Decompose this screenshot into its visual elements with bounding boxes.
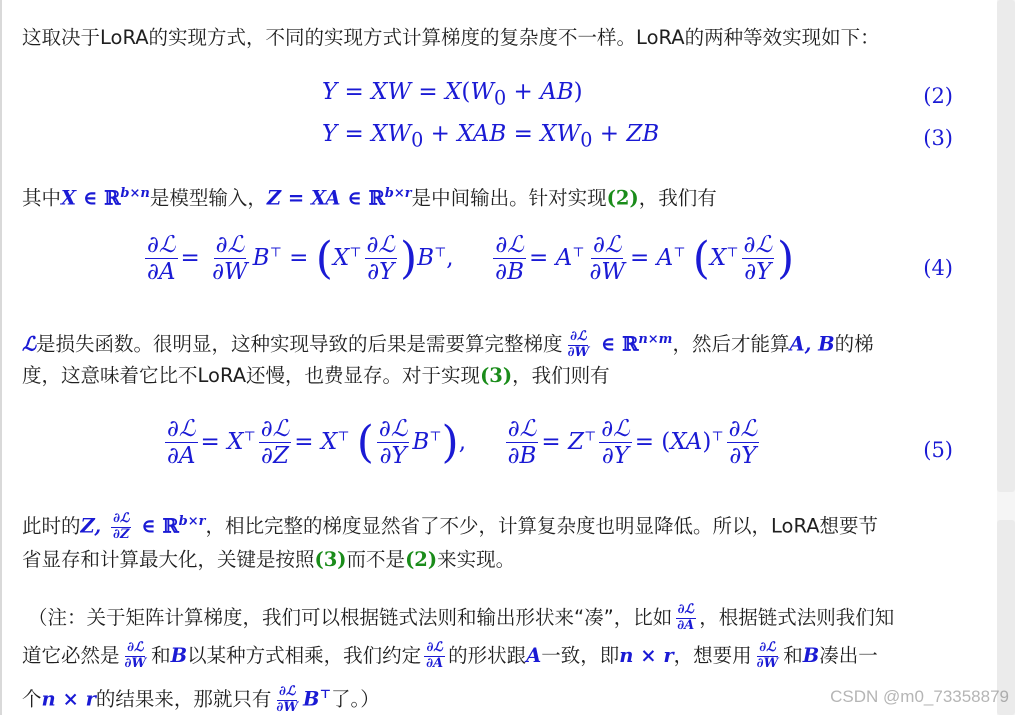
paragraph-3-line-1: ℒ是损失函数。很明显，这种实现导致的后果是需要算完整梯度 $\frac{\text{∂ℒ}}{\partial W}$ ∈ ℝ$^{n\times m}$，然后才能算A, B的梯 (22, 328, 874, 360)
p3-text-a: 是损失函数。很明显，这种实现导致的后果是需要算完整梯度 (36, 332, 563, 356)
eq-ref-2[interactable]: (2) (606, 186, 639, 210)
p4-text-a: 此时的 (22, 514, 81, 538)
p5-line2c: 以某种方式相乘，我们约定 (187, 644, 422, 667)
equation-5-number: (5) (923, 438, 953, 462)
p5-line2g: 和 (783, 644, 803, 667)
eq-ref-2b[interactable]: (2) (405, 548, 438, 571)
note-line-1: （注：关于矩阵计算梯度，我们可以根据链式法则和输出形状来“凑”，比如 $\frac{\text{∂ℒ}}{\partial A}$ ，根据链式法则我们知 (28, 602, 895, 633)
note-line-3: 个n × r的结果来，那就只有 $\frac{\text{∂ℒ}}{\partial W}$ B⊤了。） (22, 683, 380, 715)
equation-2: Y = XW = $X(W_0 + AB)$ (322, 79, 583, 110)
left-border (0, 0, 2, 715)
equation-5: $\frac{\text{∂ℒ}}{\partial A}$ = X⊤ $\frac{\text{∂ℒ}}{\partial Z}$ = X⊤ ( $\frac{\text{∂ℒ}}{\partial Y}$ B⊤), $\frac{\text{∂ℒ}}{\partial B}$ = Z⊤ $\frac{\text{∂ℒ}}{\partial Y}$ = (XA)⊤ $\frac{\text{∂ℒ}}{\partial Y}$ (167, 416, 758, 470)
scrollbar-thumb[interactable] (997, 0, 1015, 492)
p5-line2h: 凑出一 (819, 644, 878, 667)
p5-line2b: 和 (151, 644, 171, 667)
eq-ref-3[interactable]: (3) (480, 364, 513, 387)
p5-line2e: 一致，即 (541, 644, 620, 667)
equation-3-number: (3) (923, 126, 953, 150)
p2-text-d: ，我们有 (638, 186, 717, 210)
p4-line2b: 而不是 (346, 548, 406, 571)
p2-text-c: 是中间输出。针对实现 (411, 186, 607, 210)
eq-ref-3b[interactable]: (3) (314, 548, 347, 571)
side-panel (997, 520, 1015, 715)
equation-2-number: (2) (923, 84, 953, 108)
p5-line3b: 的结果来，那就只有 (95, 687, 272, 711)
p5-line2d: 的形状跟 (448, 644, 527, 667)
p3-line2b: ，我们则有 (512, 364, 610, 387)
p5-line2a: 道它必然是 (22, 644, 120, 667)
equation-4-number: (4) (923, 256, 953, 280)
equation-3: $Y = XW_0$ + XAB = $XW_0$ + ZB (322, 121, 660, 152)
p5-line3c: 了。） (330, 687, 380, 711)
p2-text-b: 是模型输入， (149, 186, 267, 210)
p3-text-b: ，然后才能算 (672, 332, 790, 356)
p4-text-b: ，相比完整的梯度显然省了不少，计算复杂度也明显降低。所以，LoRA想要节 (205, 514, 879, 538)
paragraph-4-line-2 (22, 542, 515, 578)
paragraph-4-line-1: 此时的Z, $\frac{\text{∂ℒ}}{\partial Z}$ ∈ ℝ$^{b\times r}$，相比完整的梯度显然省了不少，计算复杂度也明显降低。所以，LoRA想要节 (22, 510, 879, 542)
p3-line2a: 度，这意味着它比不LoRA还慢，也费显存。对于实现 (22, 364, 481, 387)
p4-line2a: 省显存和计算最大化，关键是按照 (22, 548, 315, 571)
note-line-2: 道它必然是 $\frac{\text{∂ℒ}}{\partial W}$ 和B以某种方式相乘，我们约定 $\frac{\text{∂ℒ}}{\partial A}$ 的形状跟A一致，即n × r，想要用 $\frac{\text{∂ℒ}}{\partial W}$ 和B凑出一 (22, 640, 878, 671)
p5-line2f: ，想要用 (673, 644, 752, 667)
p5-text-a: （注：关于矩阵计算梯度，我们可以根据链式法则和输出形状来“凑”，比如 (28, 606, 673, 629)
paragraph-2: 其中X ∈ ℝ$^{b\times n}$是模型输入，Z = XA ∈ ℝ$^{b\times r}$是中间输出。针对实现(2)，我们有 (22, 186, 717, 210)
paragraph-1: 这取决于LoRA的实现方式，不同的实现方式计算梯度的复杂度不一样。LoRA的两种等效实现如下： (22, 26, 880, 49)
p4-line2c: 来实现。 (437, 548, 516, 571)
p5-text-b: ，根据链式法则我们知 (699, 606, 895, 629)
p5-line3a: 个 (22, 687, 42, 711)
p3-text-c: 的梯 (834, 332, 874, 356)
paragraph-3-line-2 (22, 358, 610, 394)
equation-4: $\frac{\text{∂ℒ}}{\partial A}$ = $\frac{\text{∂ℒ}}{\partial W}$ B⊤ = (X⊤ $\frac{\text{∂ℒ}}{\partial Y}$ )B⊤, $\frac{\text{∂ℒ}}{\partial B}$ = A⊤ $\frac{\text{∂ℒ}}{\partial W}$ = A⊤ (X⊤ $\frac{\text{∂ℒ}}{\partial Y}$ ) (147, 232, 795, 286)
watermark: CSDN @m0_73358879 (830, 687, 1009, 706)
p2-text-a: 其中 (22, 186, 62, 210)
